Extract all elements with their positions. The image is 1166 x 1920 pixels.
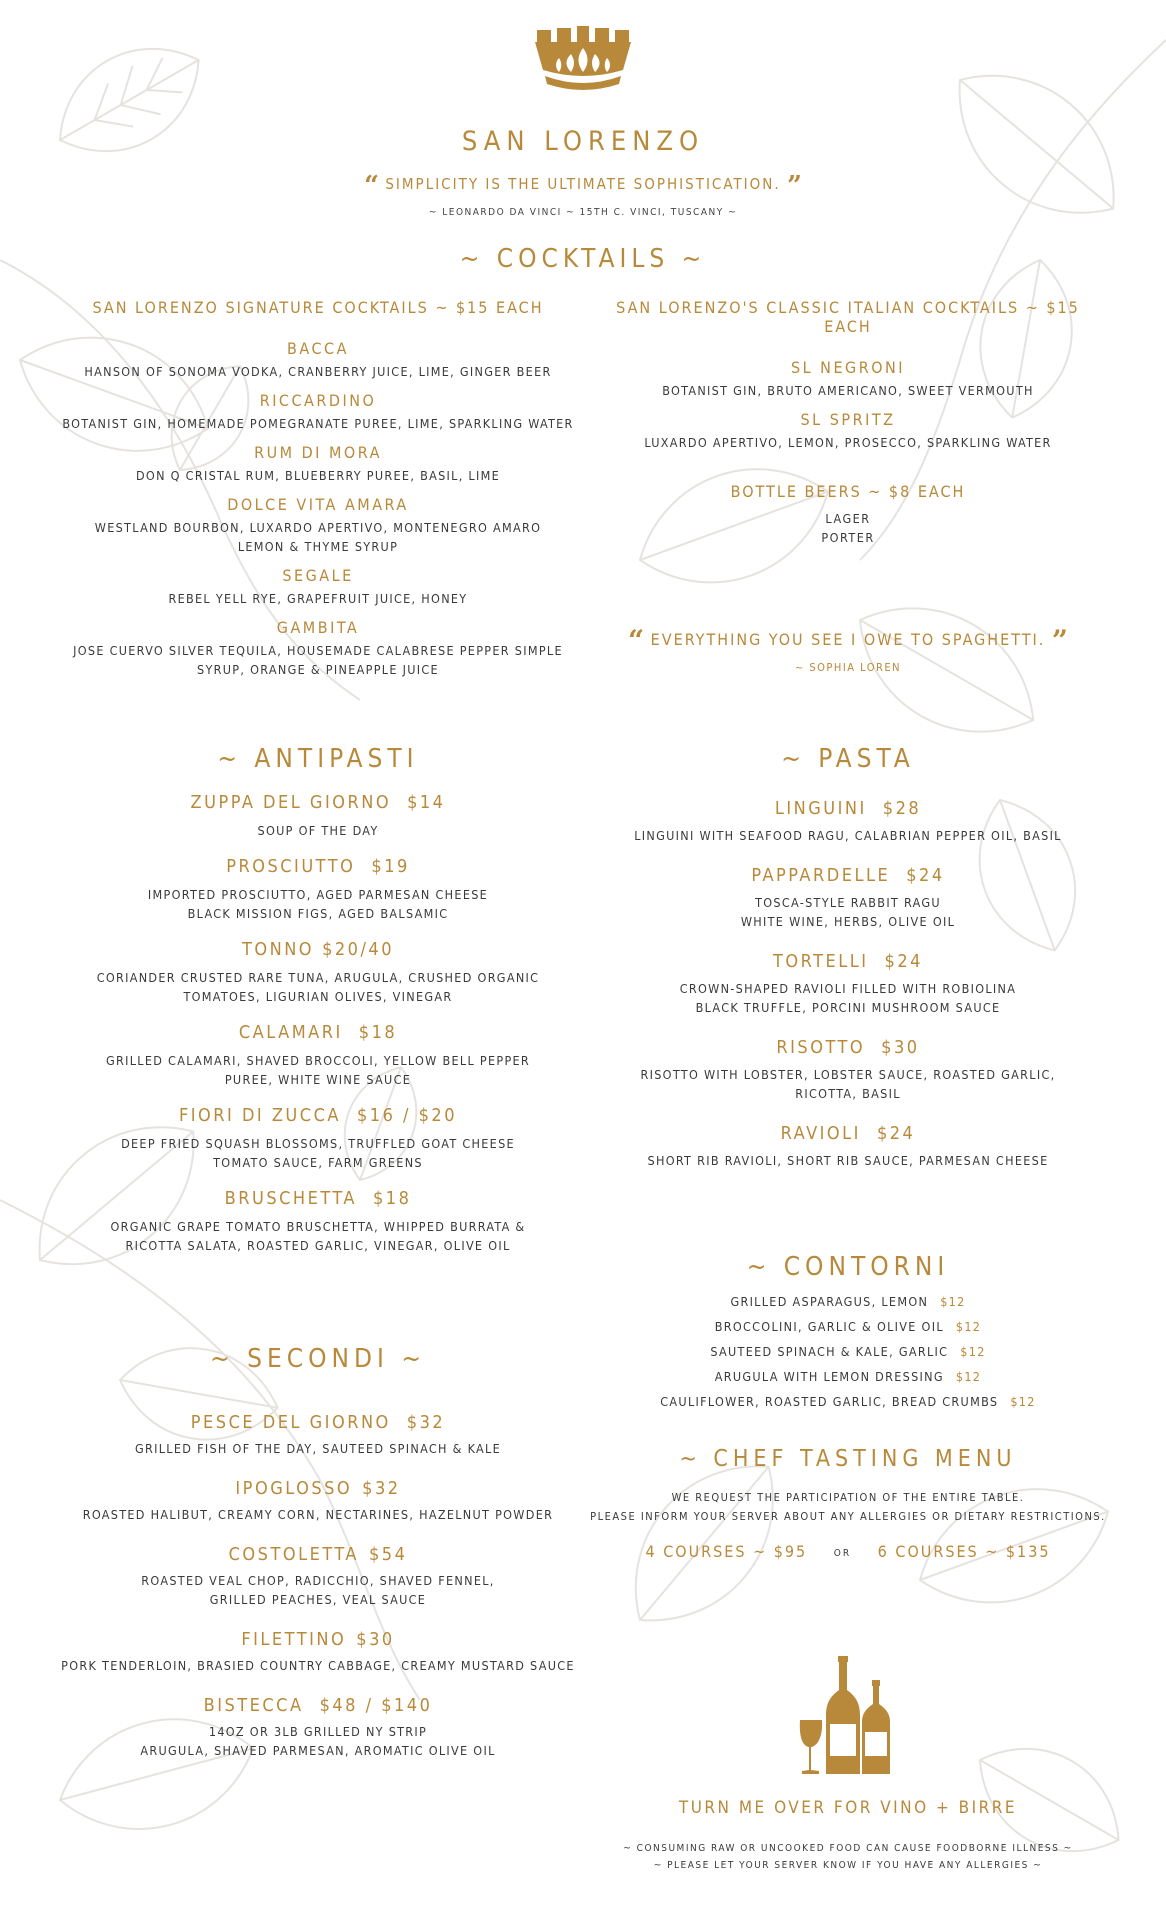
item-desc: SOUP OF THE DAY: [257, 823, 379, 838]
signature-cocktails-heading: SAN LORENZO SIGNATURE COCKTAILS ~ $15 EACH: [92, 298, 544, 317]
item-price: $24: [884, 951, 923, 972]
header-quote-text: SIMPLICITY IS THE ULTIMATE SOPHISTICATION.: [385, 175, 781, 193]
allergy-notice: ~ PLEASE LET YOUR SERVER KNOW IF YOU HAVE ANY ALLERGIES ~: [653, 1860, 1043, 1871]
tasting-or: OR: [833, 1548, 852, 1559]
item-price: $12: [1010, 1394, 1036, 1409]
contorni-item: [590, 1364, 1106, 1389]
item-desc: GRILLED FISH OF THE DAY, SAUTEED SPINACH & KALE: [135, 1441, 501, 1456]
pasta-item: [590, 865, 1106, 931]
quote-close-mark: ”: [1051, 624, 1069, 657]
item-desc: 14OZ OR 3LB GRILLED NY STRIP: [208, 1724, 428, 1739]
item-name: GRILLED ASPARAGUS, LEMON: [730, 1294, 929, 1309]
item-name: RAVIOLI: [780, 1123, 861, 1144]
quote2-text: EVERYTHING YOU SEE I OWE TO SPAGHETTI.: [650, 630, 1046, 649]
quote-open-mark: “: [364, 171, 380, 201]
contorni-item: [590, 1289, 1106, 1314]
item-desc: IMPORTED PROSCIUTTO, AGED PARMESAN CHEESE: [147, 887, 489, 902]
cocktail-name: SL NEGRONI: [790, 358, 906, 377]
quote2-attribution: ~ SOPHIA LOREN: [794, 661, 902, 674]
item-price: $32: [362, 1478, 401, 1499]
sophia-loren-quote: [590, 624, 1106, 674]
item-price: $32: [406, 1412, 446, 1433]
antipasti-list: [30, 792, 606, 1271]
item-desc: ORGANIC GRAPE TOMATO BRUSCHETTA, WHIPPED BURRATA &: [110, 1219, 526, 1234]
quote-close-mark: ”: [786, 171, 802, 201]
pasta-item: [590, 1037, 1106, 1103]
item-name: PROSCIUTTO: [226, 856, 356, 877]
item-name: IPOGLOSSO: [235, 1478, 353, 1499]
item-name: PESCE DEL GIORNO: [190, 1412, 391, 1433]
item-desc: RICOTTA, BASIL: [795, 1086, 901, 1101]
item-price: $12: [960, 1344, 986, 1359]
header-quote-attribution: ~ LEONARDO DA VINCI ~ 15TH C. VINCI, TUSCANY ~: [428, 207, 738, 218]
item-price: $12: [940, 1294, 966, 1309]
item-price: $14: [407, 792, 446, 813]
pasta-list: [590, 798, 1106, 1190]
item-price: $30: [881, 1037, 920, 1058]
cocktail-item: [30, 495, 606, 556]
item-desc: LINGUINI WITH SEAFOOD RAGU, CALABRIAN PEPPER OIL, BASIL: [634, 828, 1062, 843]
item-desc: DEEP FRIED SQUASH BLOSSOMS, TRUFFLED GOAT CHEESE: [121, 1136, 515, 1151]
antipasti-item: [30, 1188, 606, 1255]
cocktail-desc: WESTLAND BOURBON, LUXARDO APERTIVO, MONTENEGRO AMARO: [94, 520, 542, 535]
item-name: LINGUINI: [774, 798, 867, 819]
item-name: TORTELLI: [773, 951, 869, 972]
secondi-item: [30, 1629, 606, 1675]
tasting-menu: [590, 1488, 1106, 1561]
cocktail-desc: SYRUP, ORANGE & PINEAPPLE JUICE: [197, 662, 439, 677]
cocktail-name: RICCARDINO: [259, 391, 377, 410]
contorni-item: [590, 1314, 1106, 1339]
item-desc: GRILLED CALAMARI, SHAVED BROCCOLI, YELLOW BELL PEPPER: [105, 1053, 531, 1068]
tasting-options: [590, 1542, 1106, 1561]
item-price: $30: [356, 1629, 395, 1650]
item-desc: TOMATO SAUCE, FARM GREENS: [213, 1155, 423, 1170]
item-name: TONNO: [241, 939, 315, 960]
item-desc: CROWN-SHAPED RAVIOLI FILLED WITH ROBIOLINA: [679, 981, 1017, 996]
tasting-option-6: 6 COURSES ~ $135: [877, 1542, 1051, 1561]
cocktail-item: [30, 618, 606, 679]
contorni-list: [590, 1289, 1106, 1414]
classic-cocktails-heading: SAN LORENZO'S CLASSIC ITALIAN COCKTAILS ~ $15 EACH: [616, 298, 1080, 336]
pasta-item: [590, 798, 1106, 845]
pasta-item: [590, 1123, 1106, 1170]
signature-cocktails: [30, 298, 606, 689]
item-name: ARUGULA WITH LEMON DRESSING: [714, 1369, 944, 1384]
cocktail-desc: REBEL YELL RYE, GRAPEFRUIT JUICE, HONEY: [168, 591, 468, 606]
contorni-title: ~ CONTORNI: [746, 1252, 950, 1282]
contorni-item: [590, 1389, 1106, 1414]
item-name: ZUPPA DEL GIORNO: [190, 792, 392, 813]
item-price: $19: [371, 856, 410, 877]
bottle-beers: [590, 482, 1106, 547]
cocktail-name: SL SPRITZ: [800, 410, 896, 429]
item-price: $12: [955, 1369, 982, 1384]
cocktail-item: [30, 391, 606, 433]
secondi-list: [30, 1412, 606, 1780]
cocktail-item: [590, 358, 1106, 400]
item-name: SAUTEED SPINACH & KALE, GARLIC: [710, 1344, 949, 1359]
tasting-option-4: 4 COURSES ~ $95: [645, 1542, 808, 1561]
wine-and-beer-bottles-icon: [796, 1656, 900, 1778]
item-desc: ROASTED HALIBUT, CREAMY CORN, NECTARINES, HAZELNUT POWDER: [82, 1507, 554, 1522]
item-desc: ARUGULA, SHAVED PARMESAN, AROMATIC OLIVE OIL: [140, 1743, 496, 1758]
item-name: PAPPARDELLE: [751, 865, 891, 886]
tasting-title: ~ CHEF TASTING MENU: [679, 1446, 1017, 1472]
item-name: COSTOLETTA: [228, 1544, 359, 1565]
cocktail-item: [30, 339, 606, 381]
quote-open-mark: “: [627, 624, 645, 657]
antipasti-item: [30, 939, 606, 1006]
item-name: BISTECCA: [203, 1695, 304, 1716]
cocktail-desc: LUXARDO APERTIVO, LEMON, PROSECCO, SPARKLING WATER: [644, 435, 1052, 450]
header-quote: [0, 171, 1166, 201]
item-price: $54: [368, 1544, 408, 1565]
item-price: $20/40: [322, 939, 395, 960]
cocktail-desc: HANSON OF SONOMA VODKA, CRANBERRY JUICE, LIME, GINGER BEER: [84, 364, 552, 379]
cocktail-item: [590, 410, 1106, 452]
item-desc: GRILLED PEACHES, VEAL SAUCE: [209, 1592, 427, 1607]
item-desc: TOMATOES, LIGURIAN OLIVES, VINEGAR: [183, 989, 453, 1004]
cocktail-desc: BOTANIST GIN, BRUTO AMERICANO, SWEET VERMOUTH: [662, 383, 1034, 398]
cocktail-item: [30, 443, 606, 485]
item-desc: WHITE WINE, HERBS, OLIVE OIL: [740, 914, 956, 929]
restaurant-name: SAN LORENZO: [461, 126, 705, 157]
cocktail-name: RUM DI MORA: [254, 443, 382, 462]
item-price: $48 / $140: [319, 1695, 433, 1716]
antipasti-item: [30, 1022, 606, 1089]
quote2-line: [590, 624, 1106, 657]
item-desc: ROASTED VEAL CHOP, RADICCHIO, SHAVED FENNEL,: [141, 1573, 495, 1588]
item-desc: CORIANDER CRUSTED RARE TUNA, ARUGULA, CRUSHED ORGANIC: [96, 970, 540, 985]
menu-footer: [590, 1798, 1106, 1874]
cocktails-title: ~ COCKTAILS ~: [459, 244, 707, 274]
cocktail-name: SEGALE: [282, 566, 354, 585]
menu-header: [0, 26, 1166, 218]
item-name: CAULIFLOWER, ROASTED GARLIC, BREAD CRUMBS: [660, 1394, 999, 1409]
antipasti-item: [30, 1105, 606, 1172]
beer-item: PORTER: [821, 530, 875, 545]
cocktail-name: DOLCE VITA AMARA: [227, 495, 409, 514]
secondi-item: [30, 1412, 606, 1458]
item-name: RISOTTO: [776, 1037, 866, 1058]
tasting-note: PLEASE INFORM YOUR SERVER ABOUT ANY ALLERGIES OR DIETARY RESTRICTIONS.: [590, 1510, 1106, 1523]
item-desc: SHORT RIB RAVIOLI, SHORT RIB SAUCE, PARMESAN CHEESE: [647, 1153, 1049, 1168]
item-price: $24: [906, 865, 945, 886]
bottle-beers-heading: BOTTLE BEERS ~ $8 EACH: [730, 482, 966, 501]
item-desc: BLACK MISSION FIGS, AGED BALSAMIC: [187, 906, 449, 921]
item-desc: PORK TENDERLOIN, BRASIED COUNTRY CABBAGE, CREAMY MUSTARD SAUCE: [61, 1658, 575, 1673]
cocktail-desc: JOSE CUERVO SILVER TEQUILA, HOUSEMADE CALABRESE PEPPER SIMPLE: [73, 643, 563, 658]
item-name: FIORI DI ZUCCA: [178, 1105, 341, 1126]
beer-item: LAGER: [825, 511, 871, 526]
secondi-item: [30, 1478, 606, 1524]
antipasti-item: [30, 856, 606, 923]
item-price: $16 / $20: [356, 1105, 458, 1126]
antipasti-item: [30, 792, 606, 840]
item-price: $12: [955, 1319, 982, 1334]
item-price: $18: [372, 1188, 412, 1209]
secondi-title: ~ SECONDI ~: [210, 1344, 426, 1374]
antipasti-title: ~ ANTIPASTI: [217, 744, 419, 774]
cocktail-desc: LEMON & THYME SYRUP: [237, 539, 399, 554]
turn-over-note: TURN ME OVER FOR VINO + BIRRE: [678, 1798, 1018, 1818]
item-desc: TOSCA-STYLE RABBIT RAGU: [755, 895, 941, 910]
item-desc: RICOTTA SALATA, ROASTED GARLIC, VINEGAR, OLIVE OIL: [125, 1238, 511, 1253]
item-name: FILETTINO: [241, 1629, 347, 1650]
item-name: BRUSCHETTA: [224, 1188, 357, 1209]
secondi-item: [30, 1695, 606, 1760]
item-desc: BLACK TRUFFLE, PORCINI MUSHROOM SAUCE: [695, 1000, 1001, 1015]
cocktail-name: GAMBITA: [276, 618, 360, 637]
contorni-item: [590, 1339, 1106, 1364]
cocktail-desc: DON Q CRISTAL RUM, BLUEBERRY PUREE, BASIL, LIME: [135, 468, 501, 483]
item-price: $24: [876, 1123, 916, 1144]
cocktail-item: [30, 566, 606, 608]
classic-cocktails: [590, 298, 1106, 547]
item-name: BROCCOLINI, GARLIC & OLIVE OIL: [714, 1319, 944, 1334]
item-desc: RISOTTO WITH LOBSTER, LOBSTER SAUCE, ROASTED GARLIC,: [640, 1067, 1056, 1082]
item-price: $28: [882, 798, 922, 819]
tasting-note: WE REQUEST THE PARTICIPATION OF THE ENTIRE TABLE.: [671, 1491, 1025, 1504]
pasta-item: [590, 951, 1106, 1017]
cocktail-name: BACCA: [287, 339, 349, 358]
item-desc: PUREE, WHITE WINE SAUCE: [224, 1072, 412, 1087]
pasta-title: ~ PASTA: [781, 744, 915, 774]
secondi-item: [30, 1544, 606, 1609]
food-safety-notice: ~ CONSUMING RAW OR UNCOOKED FOOD CAN CAUSE FOODBORNE ILLNESS ~: [623, 1843, 1073, 1854]
item-price: $18: [358, 1022, 398, 1043]
item-name: CALAMARI: [238, 1022, 343, 1043]
cocktail-desc: BOTANIST GIN, HOMEMADE POMEGRANATE PUREE, LIME, SPARKLING WATER: [62, 416, 574, 431]
crown-logo-icon: [531, 26, 635, 92]
